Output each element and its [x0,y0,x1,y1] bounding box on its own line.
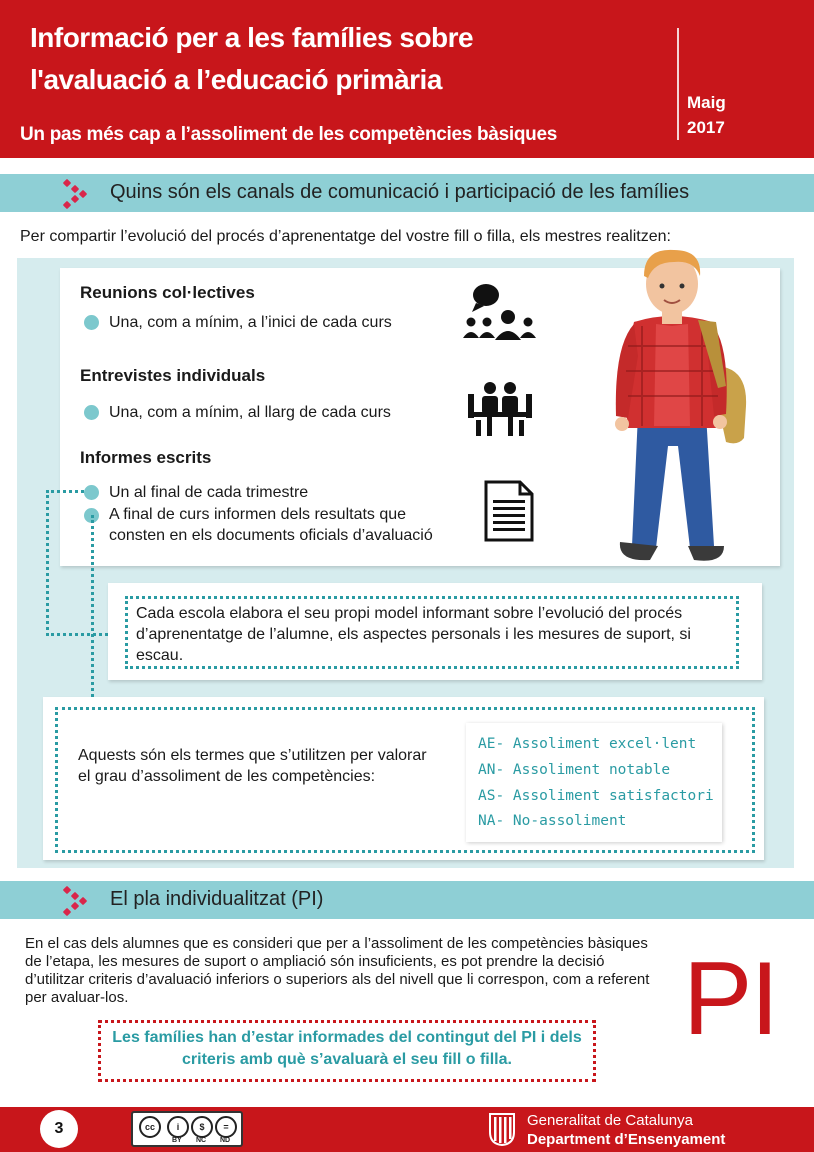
item-report-final-1: A final de curs informen dels resultats que [109,506,407,523]
cc-nd-icon: = [215,1116,237,1138]
section-bar-channels [0,174,814,212]
pi-big-label: PI [683,941,778,1057]
page-number: 3 [40,1110,78,1148]
section-bar-pi [0,881,814,919]
title-line-2: l'avaluació a l’educació primària [30,64,442,95]
date-month: Maig [687,93,726,112]
terms-intro: Aquests són els termes que s’utilitzen per valorar el grau d’assoliment de les competències: [78,747,427,785]
header-divider [677,28,679,140]
bullet [84,485,99,500]
cc-by-icon: i [167,1116,189,1138]
chevron-dots-icon [62,178,88,208]
term-as: AS- Assoliment satisfactori [478,788,714,804]
term-an: AN- Assoliment notable [478,762,671,778]
terms-list [466,723,722,842]
document-icon [484,480,534,542]
connector-line [91,515,94,708]
term-ae: AE- Assoliment excel·lent [478,736,697,752]
item-report-trimester: Un al final de cada trimestre [109,484,309,501]
item-individual-interviews: Una, com a mínim, al llarg de cada curs [109,404,391,421]
intro-text: Per compartir l’evolució del procés d’aprenentatge del vostre fill o filla, els mestres realitzen: [20,228,671,245]
highlight-text: Les famílies han d’estar informades del contingut del PI i dels criteris amb què s’avaluarà el seu fill o filla. [112,1029,582,1068]
pi-description: En el cas dels alumnes que es consideri que per a l’assoliment de les competències bàsiques de l’etapa, les mesures de suport o ampliació són insuficients, es pot prendre la decisió d’utilitzar criteris d’avaluació inferiors o superiors als del nivell que li correspon, com a referent per avaluar-los. [25,935,650,1006]
heading-written-reports: Informes escrits [80,448,212,467]
date-year: 2017 [687,118,725,137]
interview-icon [467,380,533,438]
org-name: Generalitat de Catalunya [527,1112,693,1129]
term-na: NA- No-assoliment [478,813,627,829]
cc-icon: cc [139,1116,161,1138]
creative-commons-badge[interactable] [131,1111,243,1147]
title-line-1: Informació per a les famílies sobre [30,22,474,53]
item-report-final-2: consten en els documents oficials d’avaluació [109,527,433,544]
cc-by-label: BY [172,1137,182,1144]
org-department: Department d’Ensenyament [527,1131,726,1148]
cc-nc-icon: $ [191,1116,213,1138]
section-title-pi: El pla individualitzat (PI) [110,888,324,910]
chevron-dots-icon [62,885,88,915]
connector-line [46,490,84,493]
heading-individual-interviews: Entrevistes individuals [80,366,266,385]
item-collective-meetings: Una, com a mínim, a l’inici de cada curs [109,314,392,331]
school-model-text: Cada escola elabora el seu propi model informant sobre l’evolució del procés d’aprenentatge de l’alumne, els aspectes personals i les mesures de suport, si escau. [136,605,691,664]
heading-collective-meetings: Reunions col·lectives [80,283,255,302]
connector-line [46,490,49,636]
cc-nd-label: ND [220,1137,231,1144]
meeting-icon [462,282,540,342]
bullet [84,405,99,420]
cc-nc-label: NC [196,1137,207,1144]
generalitat-logo-icon [488,1112,516,1146]
header [0,0,814,158]
bullet [84,315,99,330]
subtitle: Un pas més cap a l’assoliment de les competències bàsiques [20,124,557,145]
section-title-channels: Quins són els canals de comunicació i participació de les famílies [110,181,690,203]
student-illustration [598,246,754,576]
